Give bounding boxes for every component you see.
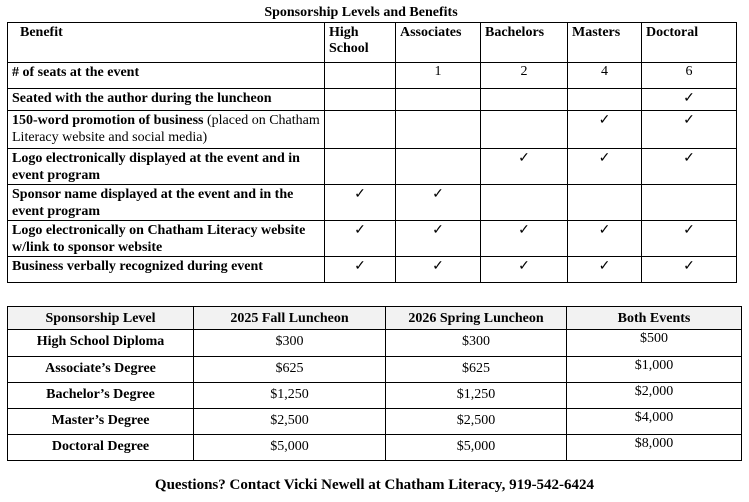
benefit-cell: [642, 185, 737, 221]
benefit-row: [8, 63, 737, 89]
checkmark-icon: ✓: [325, 221, 396, 257]
benefit-cell: 6: [642, 63, 737, 89]
benefit-label: [8, 257, 325, 283]
price-cell: $1,250: [194, 383, 386, 409]
sponsorship-level-label: Master’s Degree: [8, 409, 194, 435]
sponsorship-level-label: Associate’s Degree: [8, 357, 194, 383]
pricing-row: [8, 330, 742, 357]
benefit-cell: [325, 89, 396, 111]
header-spring-luncheon: 2026 Spring Luncheon: [386, 307, 567, 330]
price-cell: $5,000: [386, 435, 567, 461]
benefit-label-note: (placed on Chatham Literacy website and social media): [12, 113, 320, 145]
checkmark-icon: ✓: [642, 221, 737, 257]
header-associates: Associates: [396, 23, 481, 63]
benefit-label-bold: Logo electronically on Chatham Literacy website w/link to sponsor website: [12, 223, 306, 255]
price-cell: $300: [194, 330, 386, 357]
price-cell: $8,000: [567, 435, 742, 461]
benefit-cell: [396, 149, 481, 185]
benefit-row: [8, 257, 737, 283]
price-cell: $500: [567, 330, 742, 357]
benefit-cell: [325, 63, 396, 89]
header-high-school: High School: [325, 23, 396, 63]
benefit-label-bold: # of seats at the event: [12, 65, 140, 80]
checkmark-icon: ✓: [325, 185, 396, 221]
benefit-label-bold: Sponsor name displayed at the event and in the event program: [12, 187, 294, 219]
pricing-row: [8, 383, 742, 409]
checkmark-icon: ✓: [396, 257, 481, 283]
benefit-cell: [396, 89, 481, 111]
checkmark-icon: ✓: [325, 257, 396, 283]
benefit-cell: 1: [396, 63, 481, 89]
checkmark-icon: ✓: [642, 111, 737, 149]
benefit-label-bold: Business verbally recognized during event: [12, 259, 263, 274]
benefit-cell: 2: [481, 63, 568, 89]
checkmark-icon: ✓: [396, 185, 481, 221]
document-title: Sponsorship Levels and Benefits: [264, 5, 458, 20]
benefit-row: [8, 111, 737, 149]
header-bachelors: Bachelors: [481, 23, 568, 63]
benefit-label: [8, 221, 325, 257]
benefit-row: [8, 221, 737, 257]
benefit-label: [8, 185, 325, 221]
benefit-cell: [396, 111, 481, 149]
header-doctoral: Doctoral: [642, 23, 737, 63]
checkmark-icon: ✓: [568, 149, 642, 185]
benefit-row: [8, 185, 737, 221]
benefit-row: [8, 149, 737, 185]
price-cell: $4,000: [567, 409, 742, 435]
benefit-label-bold: 150-word promotion of business: [12, 113, 204, 128]
pricing-row: [8, 435, 742, 461]
checkmark-icon: ✓: [642, 149, 737, 185]
pricing-header-row: [8, 307, 742, 330]
benefit-cell: [481, 185, 568, 221]
benefit-cell: [481, 111, 568, 149]
price-cell: $5,000: [194, 435, 386, 461]
price-cell: $2,000: [567, 383, 742, 409]
sponsorship-level-label: High School Diploma: [8, 330, 194, 357]
checkmark-icon: ✓: [481, 257, 568, 283]
benefit-cell: [325, 149, 396, 185]
price-cell: $1,000: [567, 357, 742, 383]
price-cell: $1,250: [386, 383, 567, 409]
header-both-events: Both Events: [567, 307, 742, 330]
checkmark-icon: ✓: [642, 257, 737, 283]
benefit-label: [8, 63, 325, 89]
benefit-cell: 4: [568, 63, 642, 89]
sponsorship-level-label: Doctoral Degree: [8, 435, 194, 461]
header-benefit: Benefit: [8, 23, 325, 63]
benefit-label: [8, 89, 325, 111]
pricing-table: [7, 306, 742, 461]
contact-footer: Questions? Contact Vicki Newell at Chatham Literacy, 919-542-6424: [154, 477, 595, 493]
price-cell: $625: [194, 357, 386, 383]
benefit-row: [8, 89, 737, 111]
header-sponsorship-level: Sponsorship Level: [8, 307, 194, 330]
checkmark-icon: ✓: [481, 221, 568, 257]
sponsorship-level-label: Bachelor’s Degree: [8, 383, 194, 409]
benefit-label: [8, 111, 325, 149]
checkmark-icon: ✓: [481, 149, 568, 185]
benefit-cell: [325, 111, 396, 149]
price-cell: $2,500: [194, 409, 386, 435]
benefits-table: [7, 22, 737, 283]
price-cell: $2,500: [386, 409, 567, 435]
checkmark-icon: ✓: [396, 221, 481, 257]
benefit-cell: [481, 89, 568, 111]
checkmark-icon: ✓: [642, 89, 737, 111]
pricing-row: [8, 357, 742, 383]
pricing-row: [8, 409, 742, 435]
checkmark-icon: ✓: [568, 257, 642, 283]
benefit-label-bold: Seated with the author during the luncheon: [12, 91, 272, 106]
header-fall-luncheon: 2025 Fall Luncheon: [194, 307, 386, 330]
price-cell: $625: [386, 357, 567, 383]
price-cell: $300: [386, 330, 567, 357]
benefit-cell: [568, 185, 642, 221]
header-masters: Masters: [568, 23, 642, 63]
benefit-label: [8, 149, 325, 185]
checkmark-icon: ✓: [568, 221, 642, 257]
benefit-label-bold: Logo electronically displayed at the event and in event program: [12, 151, 300, 183]
benefit-cell: [568, 89, 642, 111]
checkmark-icon: ✓: [568, 111, 642, 149]
benefits-header-row: [8, 23, 737, 63]
